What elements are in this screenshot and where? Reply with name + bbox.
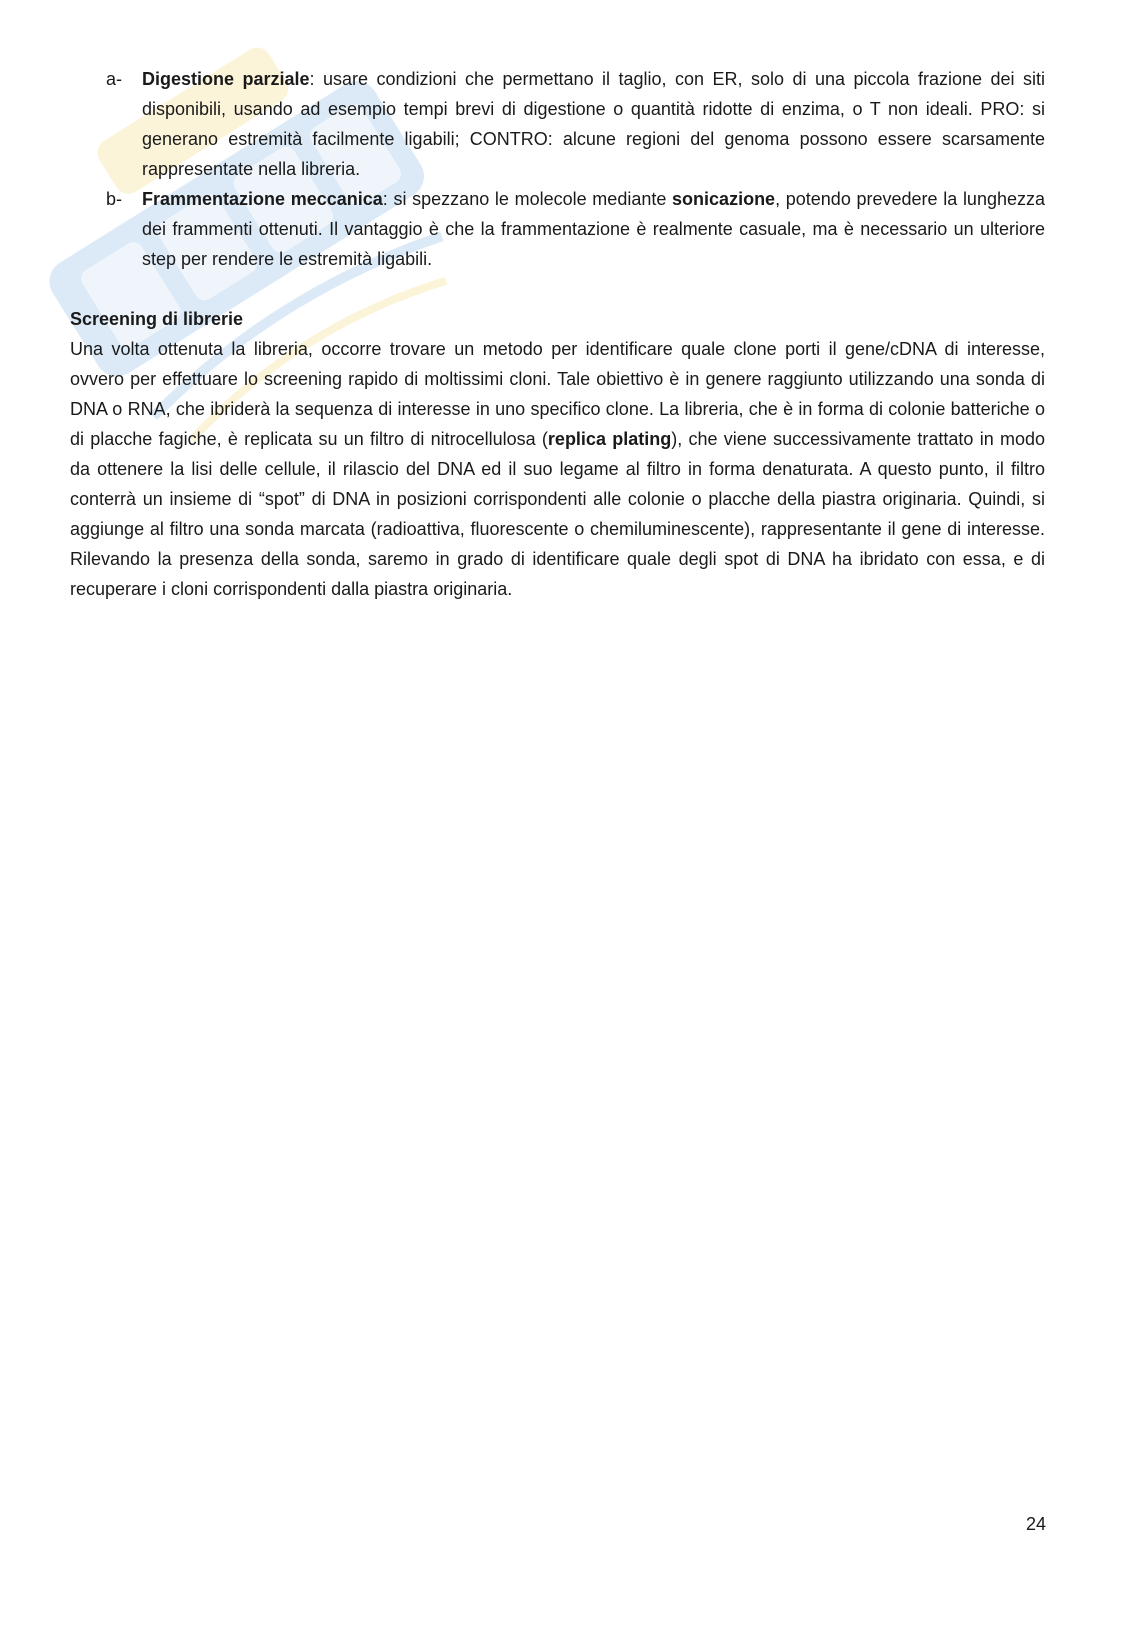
paragraph-highlight: replica plating [547,429,672,449]
list-marker: b- [106,189,123,209]
term-highlight: sonicazione [672,189,776,209]
document-body [70,64,1045,604]
list-marker: a- [106,69,123,89]
spacer [70,274,1045,304]
list-item [70,64,1045,184]
term-title: Frammentazione meccanica [142,189,383,209]
list-item-text [142,64,1045,184]
paragraph-text: ), che viene successivamente trattato in modo da ottenere la lisi delle cellule, il rilascio del DNA ed il suo legame al filtro in forma denaturata. A questo punto, il filtro conterrà un insieme di “spot” di DNA in posizioni corrispondenti alle colonie o placche della piastra originaria. Quindi, si aggiunge al filtro una sonda marcata (radioattiva, fluorescente o chemiluminescente), rappresentante il gene di interesse. Rilevando la presenza della sonda, saremo in grado di identificare quale degli spot di DNA ha ibridato con essa, e di recuperare i cloni corrispondenti dalla piastra originaria. [70,429,1045,599]
term-description: : usare condizioni che permettano il taglio, con ER, solo di una piccola frazione dei siti disponibili, usando ad esempio tempi brevi di digestione o quantità ridotte di enzima, o T non ideali. PRO: si generano estremità facilmente ligabili; CONTRO: alcune regioni del genoma possono essere scarsamente rappresentate nella libreria. [142,69,1045,179]
term-description: : si spezzano le molecole mediante [382,189,673,209]
page-number: 24 [1025,1514,1046,1534]
list-item-text [142,184,1045,274]
section-heading: Screening di librerie [70,309,244,329]
term-description: , potendo prevedere la lunghezza dei frammenti ottenuti. Il vantaggio è che la frammentazione è realmente casuale, ma è necessario un ulteriore step per rendere le estremità ligabili. [142,189,1046,269]
term-title: Digestione parziale [142,69,310,89]
list-item [70,184,1045,274]
paragraph-text: Una volta ottenuta la libreria, occorre trovare un metodo per identificare quale clone porti il gene/cDNA di interesse, ovvero per effettuare lo screening rapido di moltissimi cloni. Tale obiettivo è in genere raggiunto utilizzando una sonda di DNA o RNA, che ibriderà la sequenza di interesse in uno specifico clone. La libreria, che è in forma di colonie batteriche o di placche fagiche, è replicata su un filtro di nitrocellulosa ( [70,339,1045,449]
section-paragraph [70,334,1045,604]
